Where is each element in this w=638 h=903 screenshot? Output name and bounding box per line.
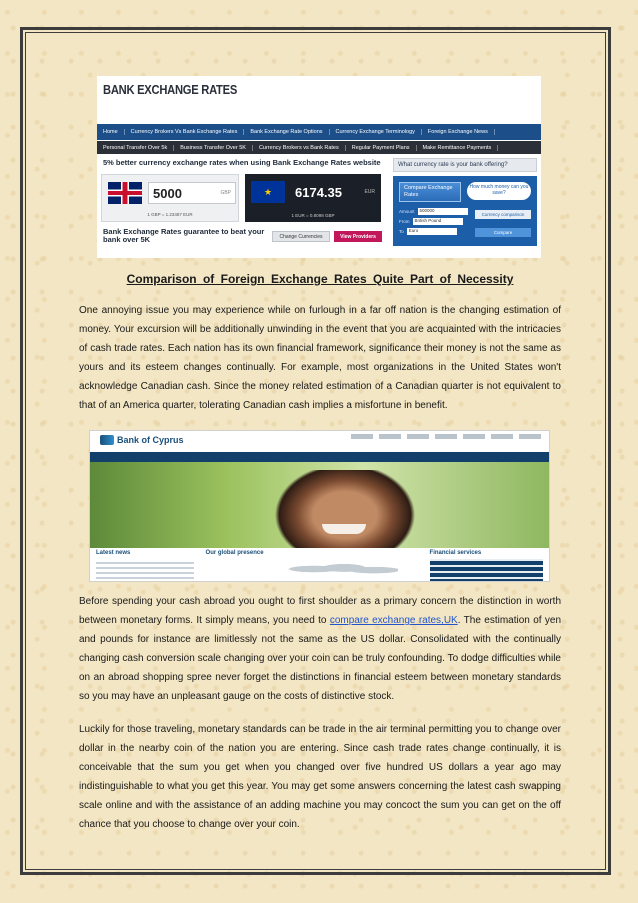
nav-item-business-transfer[interactable]: Business Transfer Over 5K <box>174 145 253 151</box>
form-to-label: To <box>399 229 404 234</box>
nav-item-remittance[interactable]: Make Remittance Payments <box>417 145 499 151</box>
global-presence-column <box>200 548 424 582</box>
to-rate-note: 1 EUR = 0.8098 GBP <box>291 213 335 218</box>
form-from-select[interactable]: British Pound <box>413 218 463 225</box>
boc-logo-text: Bank of Cyprus <box>117 435 184 445</box>
boc-nav-bar <box>90 452 549 462</box>
currency-comparison-button[interactable]: Currency comparison <box>475 210 531 219</box>
latest-news-column <box>90 548 200 582</box>
eu-flag-icon: ★ <box>251 181 285 203</box>
nav-item-fx-news[interactable]: Foreign Exchange News <box>422 129 495 135</box>
boc-logo <box>100 435 184 445</box>
paragraph-2 <box>79 592 561 706</box>
to-amount: 6174.35 <box>295 184 342 200</box>
nav-item-rate-options[interactable]: Bank Exchange Rate Options <box>244 129 329 135</box>
paragraph-2-intro: Before spending your cash abroad you ought to first shoulder as a primary concern the distinction in worth between monetary forms. It simply means, you need to <box>79 596 561 626</box>
from-currency-box <box>101 174 239 222</box>
nav-item-regular-payments[interactable]: Regular Payment Plans <box>346 145 417 151</box>
uk-flag-icon <box>108 182 142 204</box>
nav-item-personal-transfer[interactable]: Personal Transfer Over 5k <box>97 145 174 151</box>
form-from-row <box>399 218 463 225</box>
article-title: Comparison of Foreign Exchange Rates Quite Part of Necessity <box>126 272 514 286</box>
hero-smile <box>322 524 366 534</box>
bank-of-cyprus-screenshot <box>89 430 550 582</box>
from-rate-note: 1 GBP = 1.23487 EUR <box>147 212 193 217</box>
primary-nav <box>97 124 541 140</box>
from-amount-input[interactable] <box>148 182 236 204</box>
to-amount-display <box>291 181 379 203</box>
boc-columns <box>90 548 549 582</box>
change-currencies-button[interactable]: Change Currencies <box>272 231 330 242</box>
nav-item-terminology[interactable]: Currency Exchange Terminology <box>330 129 422 135</box>
world-map <box>278 558 398 580</box>
promo-text: 5% better currency exchange rates when using Bank Exchange Rates website <box>103 158 381 167</box>
nav-item-brokers-vs-bank-rates[interactable]: Currency Brokers vs Bank Rates <box>253 145 346 151</box>
form-to-select[interactable]: Euro <box>407 228 457 235</box>
to-currency-box <box>245 174 381 222</box>
form-amount-input[interactable]: 500000 <box>418 208 468 215</box>
compare-exchange-rates-button[interactable]: Compare Exchange Rates <box>399 182 461 202</box>
site-logo: BANK EXCHANGE RATES <box>103 82 238 97</box>
compare-exchange-rates-link[interactable]: compare exchange rates,UK <box>329 615 458 626</box>
form-amount-row <box>399 208 468 215</box>
from-currency: GBP <box>220 190 231 196</box>
boc-header <box>90 431 549 451</box>
boc-top-links <box>351 434 541 439</box>
guarantee-text: Bank Exchange Rates guarantee to beat your bank over 5K <box>103 227 265 244</box>
bank-exchange-rates-screenshot <box>97 76 541 258</box>
latest-news-lines <box>96 559 194 579</box>
nav-item-home[interactable]: Home <box>97 129 125 135</box>
financial-services-heading: Financial services <box>429 550 482 556</box>
boc-logo-icon <box>100 435 114 445</box>
paragraph-2-rest: . The estimation of yen and pounds for instance are limitlessly not the same as the US dollar. Consolidated with the continually changing cash conversion scale changing over your coin can be truly confounding. To dodge difficulties while on an abroad shopping spree never forget the distinctions in financial esteem between monetary standards so you may have an unpleasant gauge on the costs of distinctive stock. <box>79 615 562 702</box>
global-presence-heading: Our global presence <box>205 550 264 556</box>
boc-hero-image <box>90 462 549 548</box>
compare-panel <box>393 176 537 246</box>
form-from-label: From <box>399 219 410 224</box>
form-amount-label: Amount <box>399 209 415 214</box>
converter-panel <box>101 174 381 222</box>
savings-bubble: How much money can you save? <box>467 182 531 200</box>
compare-button[interactable]: Compare <box>475 228 531 237</box>
financial-services-list <box>430 559 543 582</box>
from-amount: 5000 <box>153 185 182 201</box>
nav-item-brokers-vs-bank[interactable]: Currency Brokers Vs Bank Exchange Rates <box>125 129 245 135</box>
to-currency: EUR <box>364 189 375 195</box>
paragraph-3: Luckily for those traveling, monetary standards can be trade in the air terminal permitting you to change over dollar in the nearby coin of the nation you are entering. Since cash trade rates change continually, it is conceivable that the sum you get when you changed over five hundred US dollars a year ago may indistinguishable to what you get this year. You may get some answers concerning the latest cash swapping scale online and with the assistance of an adding machine you may concoct the sum you can get on the off chance that you choose to change over your coin. <box>79 724 561 830</box>
side-question: What currency rate is your bank offering? <box>393 158 537 172</box>
latest-news-heading: Latest news <box>96 550 131 556</box>
secondary-nav <box>97 141 541 154</box>
paragraph-1: One annoying issue you may experience while on furlough in a far off nation is the changing estimation of money. Your excursion will be additionally unwinding in the event that you are acquainted with the intricacies of cash trade rates. Each nation has its own financial framework, significance their money is not the same as yours and its esteem changes continually. For example, most organizations in the United States won't acknowledge Canadian cash. Since the money related estimation of a Canadian quarter is not equivalent to that of an America quarter, tolerating Canadian cash implies a misfortune in benefit. <box>79 305 561 411</box>
view-providers-button[interactable]: View Providers <box>334 231 382 242</box>
form-to-row <box>399 228 457 235</box>
financial-services-column <box>424 548 549 582</box>
hero-portrait <box>270 470 420 548</box>
